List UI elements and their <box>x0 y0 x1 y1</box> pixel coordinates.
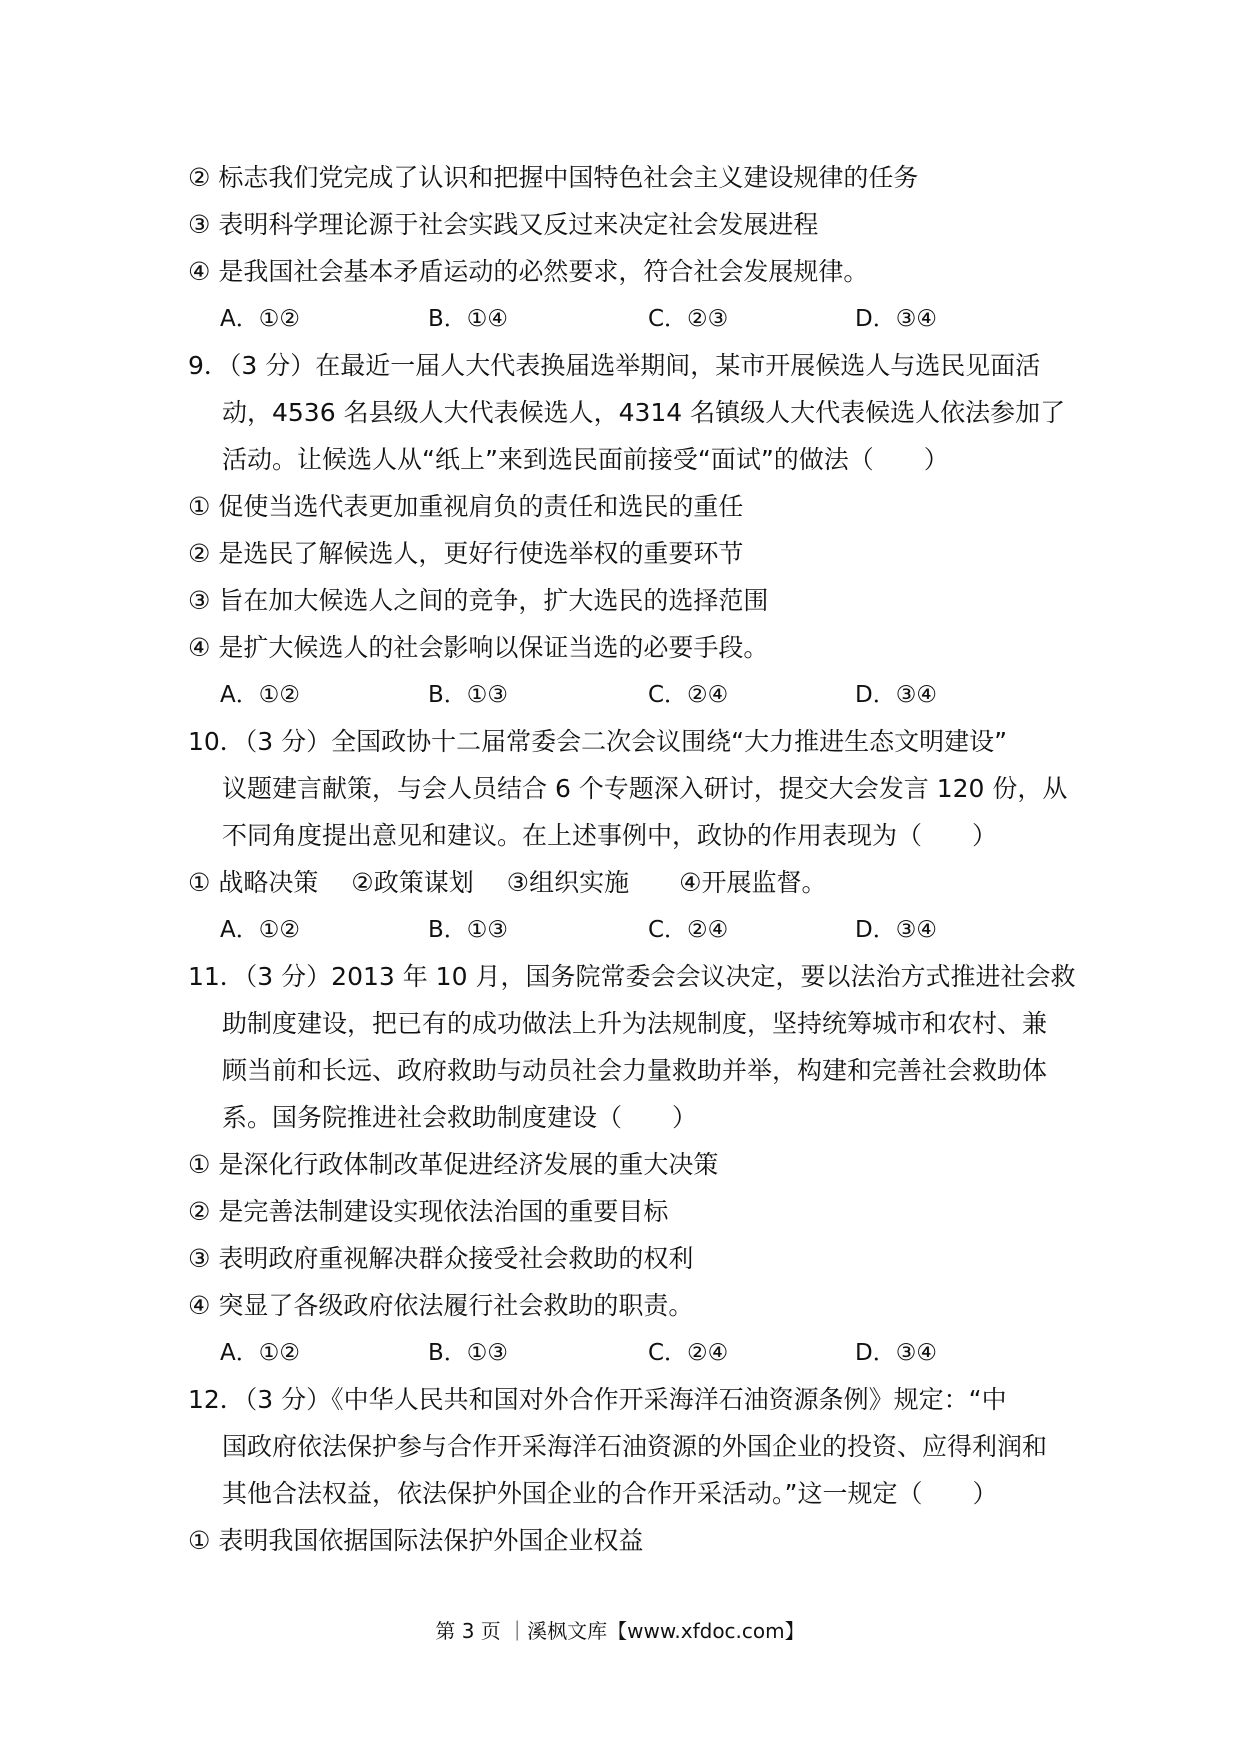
q9-stem-line-2: 动，4536 名县级人大代表候选人，4314 名镇级人大代表候选人依法参加了 <box>222 398 1066 427</box>
q11-option-c: C．②④ <box>648 1340 729 1366</box>
q8-options <box>220 302 1080 336</box>
q9-stem-line-1: 9．（3 分）在最近一届人大代表换届选举期间，某市开展候选人与选民见面活 <box>188 351 1041 380</box>
q8-option-a: A．①② <box>220 306 300 332</box>
q11-stem-line-2: 助制度建设，把已有的成功做法上升为法规制度，坚持统筹城市和农村、兼 <box>222 1009 1048 1038</box>
q9-statement-2: ② 是选民了解候选人，更好行使选举权的重要环节 <box>188 539 744 568</box>
q12-statement-1: ① 表明我国依据国际法保护外国企业权益 <box>188 1526 644 1555</box>
q8-option-b: B．①④ <box>428 306 509 332</box>
q10-option-d: D．③④ <box>855 917 937 943</box>
q8-option-c: C．②③ <box>648 306 729 332</box>
q9-stem-line-3: 活动。让候选人从“纸上”来到选民面前接受“面试”的做法（ ） <box>222 445 949 474</box>
q10-statements: ① 战略决策 ②政策谋划 ③组织实施 ④开展监督。 <box>188 868 827 897</box>
q9-option-c: C．②④ <box>648 682 729 708</box>
q11-stem-line-3: 顾当前和长远、政府救助与动员社会力量救助并举，构建和完善社会救助体 <box>222 1056 1048 1085</box>
q8-statement-4: ④ 是我国社会基本矛盾运动的必然要求，符合社会发展规律。 <box>188 257 869 286</box>
q10-stem-line-3: 不同角度提出意见和建议。在上述事例中，政协的作用表现为（ ） <box>222 821 998 850</box>
q11-option-b: B．①③ <box>428 1340 509 1366</box>
q10-option-c: C．②④ <box>648 917 729 943</box>
q11-options <box>220 1336 1080 1370</box>
q11-statement-2: ② 是完善法制建设实现依法治国的重要目标 <box>188 1197 669 1226</box>
q8-statement-3: ③ 表明科学理论源于社会实践又反过来决定社会发展进程 <box>188 210 819 239</box>
q11-statement-1: ① 是深化行政体制改革促进经济发展的重大决策 <box>188 1150 719 1179</box>
q12-stem-line-1: 12．（3 分）《中华人民共和国对外合作开采海洋石油资源条例》规定：“中 <box>188 1385 1007 1414</box>
q10-stem-line-2: 议题建言献策，与会人员结合 6 个专题深入研讨，提交大会发言 120 份，从 <box>222 774 1068 803</box>
q10-option-a: A．①② <box>220 917 300 943</box>
page-footer: 第 3 页 ｜溪枫文库【www.xfdoc.com】 <box>435 1619 805 1643</box>
q12-stem-line-2: 国政府依法保护参与合作开采海洋石油资源的外国企业的投资、应得利润和 <box>222 1432 1048 1461</box>
q11-stem-line-4: 系。国务院推进社会救助制度建设（ ） <box>222 1103 698 1132</box>
q10-options <box>220 913 1080 947</box>
q11-statement-4: ④ 突显了各级政府依法履行社会救助的职责。 <box>188 1291 694 1320</box>
q11-stem-line-1: 11．（3 分）2013 年 10 月，国务院常委会会议决定，要以法治方式推进社会救 <box>188 962 1076 991</box>
q9-option-a: A．①② <box>220 682 300 708</box>
q10-stem-line-1: 10．（3 分）全国政协十二届常委会二次会议围绕“大力推进生态文明建设” <box>188 727 1008 756</box>
q10-option-b: B．①③ <box>428 917 509 943</box>
q11-option-a: A．①② <box>220 1340 300 1366</box>
q11-option-d: D．③④ <box>855 1340 937 1366</box>
q9-statement-3: ③ 旨在加大候选人之间的竞争，扩大选民的选择范围 <box>188 586 769 615</box>
q9-option-b: B．①③ <box>428 682 509 708</box>
q9-statement-4: ④ 是扩大候选人的社会影响以保证当选的必要手段。 <box>188 633 769 662</box>
q11-statement-3: ③ 表明政府重视解决群众接受社会救助的权利 <box>188 1244 694 1273</box>
q9-option-d: D．③④ <box>855 682 937 708</box>
q9-options <box>220 678 1080 712</box>
q8-statement-2: ② 标志我们党完成了认识和把握中国特色社会主义建设规律的任务 <box>188 163 919 192</box>
q8-option-d: D．③④ <box>855 306 937 332</box>
q12-stem-line-3: 其他合法权益，依法保护外国企业的合作开采活动。”这一规定（ ） <box>222 1479 998 1508</box>
q9-statement-1: ① 促使当选代表更加重视肩负的责任和选民的重任 <box>188 492 744 521</box>
